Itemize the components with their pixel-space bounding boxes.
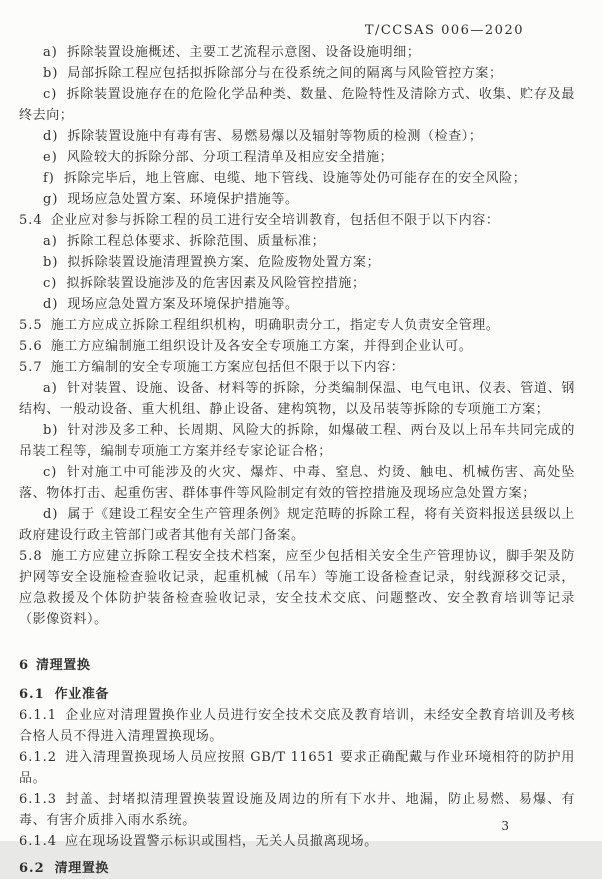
item-label: d) xyxy=(43,507,59,522)
paragraph-text: 拆除工程总体要求、拆除范围、质量标准； xyxy=(66,234,326,249)
clause-paragraph xyxy=(19,789,575,831)
paragraph-text: 局部拆除工程应包括拟拆除部分与在役系统之间的隔离与风险管控方案； xyxy=(67,66,503,81)
clause-paragraph xyxy=(19,336,575,357)
paragraph-text: 作业准备 xyxy=(54,687,110,702)
clause-paragraph xyxy=(19,357,575,378)
item-label: d) xyxy=(43,129,59,144)
clause-number: 6.1.3 xyxy=(19,792,58,807)
clause-number: 6.1.1 xyxy=(19,708,58,723)
paragraph-text: 拟拆除装置设施涉及的危害因素及风险管控措施； xyxy=(66,276,366,291)
item-label: c) xyxy=(43,276,58,291)
paragraph-text: 清理置换 xyxy=(36,658,91,673)
paragraph-text: 施工方应成立拆除工程组织机构，明确职责分工，指定专人负责安全管理。 xyxy=(50,318,500,333)
standard-number-header: T/CCSAS 006—2020 xyxy=(364,23,524,38)
clause-paragraph xyxy=(19,210,575,231)
paragraph-text: 拆除装置设施中有毒有害、易燃易爆以及辐射等物质的检测（检查）； xyxy=(67,129,483,144)
paragraph-text: 施工方应编制施工组织设计及各安全专项施工方案，并得到企业认可。 xyxy=(50,339,473,354)
list-item xyxy=(19,126,575,147)
paragraph-text: 针对涉及多工种、长周期、风险大的拆除，如爆破工程、两台及以上吊车共同完成的吊装工程等，编制专项施工方案并经专家论证合格； xyxy=(19,423,575,459)
paragraph-text: 施工方应建立拆除工程安全技术档案，应至少包括相关安全生产管理协议，脚手架及防护网等安全设施检查验收记录，起重机械（吊车）等施工设备检查记录，射线源移交记录，应急救援及个体防护装备检查验收记录，安全技术交底、问题整改、安全教育培训等记录（影像资料）。 xyxy=(19,549,575,627)
list-item xyxy=(19,63,575,84)
item-label: a) xyxy=(43,45,58,60)
paragraph-text: 属于《建设工程安全生产管理条例》规定范畴的拆除工程，将有关资料报送县级以上政府建设行政主管部门或者其他有关部门备案。 xyxy=(19,507,575,543)
list-item xyxy=(19,294,575,315)
paragraph-text: 拆除装置设施存在的危险化学品种类、数量、危险特性及清除方式、收集、贮存及最终去向； xyxy=(19,87,575,123)
paragraph-text: 应在现场设置警示标识或围档，无关人员撤离现场。 xyxy=(65,834,378,849)
clause-number: 6.2 xyxy=(19,861,45,876)
clause-paragraph xyxy=(19,546,575,630)
paragraph-text: 现场应急处置方案及环境保护措施等。 xyxy=(67,297,299,312)
paragraph-text: 风险较大的拆除分部、分项工程清单及相应安全措施； xyxy=(66,150,394,165)
list-item xyxy=(19,420,575,462)
paragraph-text: 封盖、封堵拟清理置换装置设施及周边的所有下水井、地漏，防止易燃、易爆、有毒、有害介质排入雨水系统。 xyxy=(19,792,575,828)
paragraph-text: 现场应急处置方案、环境保护措施等。 xyxy=(67,192,299,207)
clause-number: 5.4 xyxy=(19,213,43,228)
clause-number: 5.6 xyxy=(19,339,43,354)
item-label: d) xyxy=(43,297,59,312)
paragraph-text: 企业应对清理置换作业人员进行安全技术交底及教育培训，未经安全教育培训及考核合格人员不得进入清理置换现场。 xyxy=(19,708,575,744)
section-heading xyxy=(19,655,575,676)
item-label: a) xyxy=(43,234,58,249)
clause-paragraph xyxy=(19,831,575,852)
item-label: e) xyxy=(43,150,58,165)
item-label: f) xyxy=(43,171,55,186)
paragraph-text: 拆除装置设施概述、主要工艺流程示意图、设备设施明细； xyxy=(66,45,421,60)
list-item xyxy=(19,84,575,126)
clause-number: 5.7 xyxy=(19,360,43,375)
subsection-heading xyxy=(19,858,575,879)
list-item xyxy=(19,252,575,273)
clause-number: 5.8 xyxy=(19,549,43,564)
list-item xyxy=(19,504,575,546)
item-label: c) xyxy=(43,87,58,102)
paragraph-text: 针对装置、设施、设备、材料等的拆除，分类编制保温、电气电讯、仪表、管道、钢结构、一般动设备、重大机组、静止设备、建构筑物，以及吊装等拆除的专项施工方案； xyxy=(19,381,575,417)
list-item xyxy=(19,168,575,189)
list-item xyxy=(19,42,575,63)
paragraph-text: 拟拆除装置设施清理置换方案、危险废物处置方案； xyxy=(67,255,381,270)
clause-paragraph xyxy=(19,705,575,747)
list-item xyxy=(19,462,575,504)
list-item xyxy=(19,273,575,294)
item-label: c) xyxy=(43,465,58,480)
subsection-heading xyxy=(19,684,575,705)
paragraph-text: 针对施工中可能涉及的火灾、爆炸、中毒、窒息、灼烫、触电、机械伤害、高处坠落、物体打击、起重伤害、群体事件等风险制定有效的管控措施及现场应急处置方案； xyxy=(19,465,575,501)
clause-number: 6.1.2 xyxy=(19,750,58,765)
item-label: b) xyxy=(43,255,59,270)
list-item xyxy=(19,231,575,252)
clause-number: 5.5 xyxy=(19,318,43,333)
paragraph-text: 拆除完毕后，地上管廊、电缆、地下管线、设施等处仍可能存在的安全风险； xyxy=(63,171,527,186)
item-label: g) xyxy=(43,192,59,207)
paragraph-text: 施工方编制的安全专项施工方案应包括但不限于以下内容： xyxy=(50,360,405,375)
clause-paragraph xyxy=(19,315,575,336)
clause-number: 6 xyxy=(19,658,30,673)
paragraph-text: 清理置换 xyxy=(54,861,110,876)
item-label: b) xyxy=(43,423,59,438)
clause-paragraph xyxy=(19,747,575,789)
page-number: 3 xyxy=(501,819,509,833)
paragraph-text: 企业应对参与拆除工程的员工进行安全培训教育，包括但不限于以下内容： xyxy=(50,213,500,228)
list-item xyxy=(19,378,575,420)
item-label: b) xyxy=(43,66,59,81)
clause-number: 6.1.4 xyxy=(19,834,58,849)
list-item xyxy=(19,147,575,168)
item-label: a) xyxy=(43,381,58,396)
list-item xyxy=(19,189,575,210)
document-body xyxy=(19,42,575,879)
clause-number: 6.1 xyxy=(19,687,45,702)
paragraph-text: 进入清理置换现场人员应按照 GB/T 11651 要求正确配戴与作业环境相符的防护用品。 xyxy=(19,750,575,786)
